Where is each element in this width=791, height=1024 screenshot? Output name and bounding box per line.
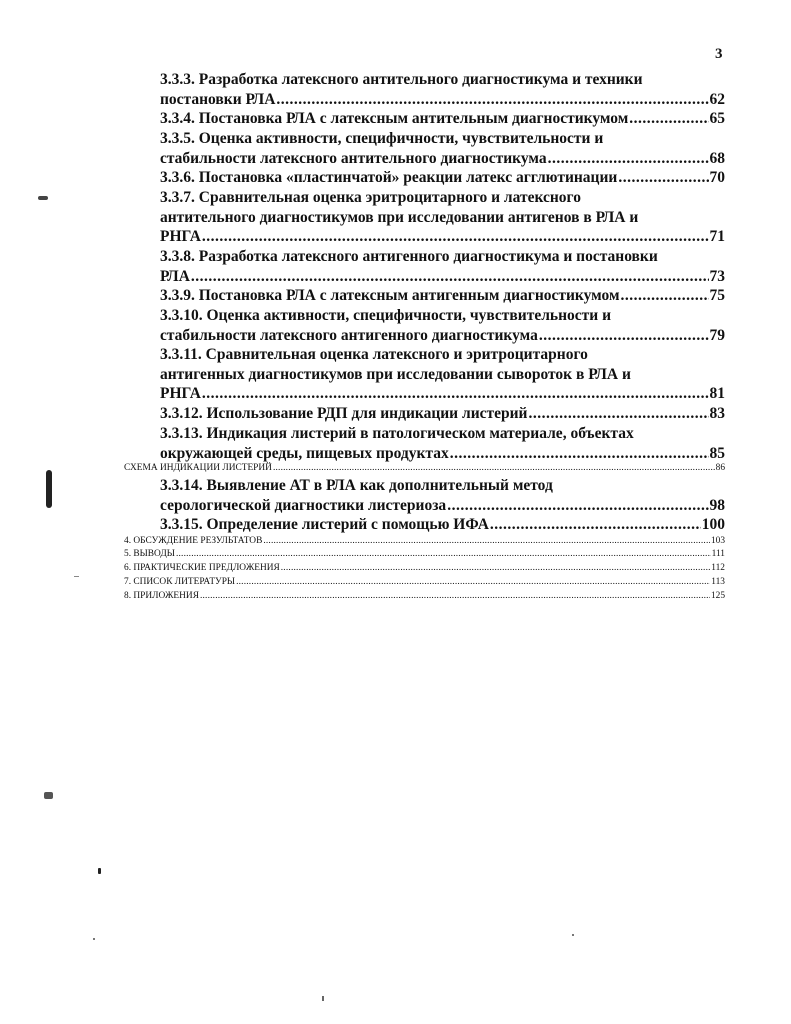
toc-page-number: 70	[709, 169, 725, 186]
dot-leader	[548, 149, 709, 169]
toc-entry-chapter-7[interactable]	[124, 576, 725, 588]
toc-entry-line: 3.3.7. Сравнительная оценка эритроцитарного и латексного	[160, 189, 581, 206]
toc-entry-line: 3.3.3. Разработка латексного антительного диагностикума и техники	[160, 71, 643, 88]
toc-page-number: 103	[710, 536, 725, 546]
toc-entry-3-3-4[interactable]	[160, 109, 725, 129]
dot-leader	[490, 515, 701, 535]
toc-entry-line: 3.3.9. Постановка РЛА с латексным антигенным диагностикумом	[160, 287, 620, 304]
scan-speck	[44, 792, 53, 799]
dot-leader	[176, 548, 711, 560]
dot-leader	[202, 384, 709, 404]
dot-leader	[447, 496, 708, 516]
toc-entry-line: 3.3.13. Индикация листерий в патологическом материале, объектах	[160, 425, 634, 442]
toc-entry-line: 6. ПРАКТИЧЕСКИЕ ПРЕДЛОЖЕНИЯ	[124, 563, 280, 573]
dot-leader	[528, 404, 708, 424]
dot-leader	[276, 90, 708, 110]
dot-leader	[621, 286, 709, 306]
toc-entry-line: 3.3.11. Сравнительная оценка латексного и эритроцитарного	[160, 346, 588, 363]
toc-entry-line: постановки РЛА	[160, 90, 276, 108]
toc-entry-3-3-15[interactable]	[160, 515, 725, 535]
toc-entry-line: 3.3.5. Оценка активности, специфичности, чувствительности и	[160, 130, 604, 147]
dot-leader	[202, 227, 709, 247]
scan-mark	[46, 470, 52, 508]
toc-entry-chapter-8[interactable]	[124, 590, 725, 602]
toc-entry-3-3-9[interactable]	[160, 286, 725, 306]
toc-entry-chapter-6[interactable]	[124, 562, 725, 574]
toc-page-number: 86	[715, 463, 725, 473]
toc-page-number: 65	[709, 110, 725, 127]
toc-entry-line: серологической диагностики листериоза	[160, 496, 447, 514]
toc-entry-line: 3.3.14. Выявление АТ в РЛА как дополнительный метод	[160, 477, 553, 494]
scan-speck	[93, 938, 95, 940]
scan-speck	[98, 868, 101, 874]
toc-page-number: 111	[711, 549, 725, 559]
toc-page-number: 98	[709, 496, 725, 514]
toc-entry-3-3-8[interactable]	[160, 247, 725, 286]
toc-entry-line: 7. СПИСОК ЛИТЕРАТУРЫ	[124, 577, 236, 587]
toc-entry-line: антигенных диагностикумов при исследовании сывороток в РЛА и	[160, 365, 631, 383]
toc-page-number: 73	[709, 267, 725, 285]
toc-entry-line: 4. ОБСУЖДЕНИЕ РЕЗУЛЬТАТОВ	[124, 536, 263, 546]
toc-entry-line: 8. ПРИЛОЖЕНИЯ	[124, 591, 199, 601]
dot-leader	[629, 109, 708, 129]
toc-page-number: 125	[710, 591, 725, 601]
toc-entry-chapter-5[interactable]	[124, 548, 725, 560]
toc-entry-line: РНГА	[160, 228, 201, 246]
toc-page-number: 79	[709, 326, 725, 344]
toc-entry-line: стабильности латексного антигенного диагностикума	[160, 326, 538, 344]
dot-leader	[191, 267, 709, 287]
toc-entry-line: 3.3.8. Разработка латексного антигенного диагностикума и постановки	[160, 248, 658, 265]
toc-entry-scheme[interactable]	[124, 462, 725, 474]
toc-entry-3-3-7[interactable]	[160, 188, 725, 247]
toc-page-number: 68	[709, 149, 725, 167]
dot-leader	[200, 590, 710, 602]
dot-leader	[236, 576, 710, 588]
toc-entry-line: 3.3.10. Оценка активности, специфичности, чувствительности и	[160, 307, 612, 324]
toc-entry-line: 5. ВЫВОДЫ	[124, 549, 175, 559]
scan-speck	[74, 576, 79, 577]
toc-page-number: 83	[709, 405, 725, 422]
toc-page-number: 71	[709, 228, 725, 246]
toc-entry-line: РЛА	[160, 267, 190, 285]
dot-leader	[281, 562, 711, 574]
toc-page-number: 81	[709, 385, 725, 403]
toc-entry-line: стабильности латексного антительного диагностикума	[160, 149, 547, 167]
toc-entry-3-3-13[interactable]	[160, 424, 725, 463]
toc-entry-line: окружающей среды, пищевых продуктах	[160, 444, 449, 462]
toc-entry-line: 3.3.6. Постановка «пластинчатой» реакции латекс агглютинации	[160, 169, 618, 186]
toc-entry-3-3-11[interactable]	[160, 345, 725, 404]
toc-entry-3-3-3[interactable]	[160, 70, 725, 109]
toc-entry-line: 3.3.15. Определение листерий с помощью ИФА	[160, 516, 489, 533]
dot-leader	[618, 168, 708, 188]
toc-page-number: 75	[709, 287, 725, 304]
toc-entry-line: 3.3.4. Постановка РЛА с латексным антительным диагностикумом	[160, 110, 629, 127]
dot-leader	[273, 462, 715, 474]
page-number: 3	[715, 46, 723, 62]
toc-page-number: 100	[701, 516, 725, 533]
toc-page-number: 85	[709, 444, 725, 462]
toc-entry-line: антительного диагностикумов при исследовании антигенов в РЛА и	[160, 208, 639, 226]
dot-leader	[539, 326, 709, 346]
toc-page-number: 112	[711, 563, 725, 573]
scan-speck	[322, 996, 324, 1001]
toc-entry-line: РНГА	[160, 385, 201, 403]
dot-leader	[263, 535, 710, 547]
toc-page-number: 113	[711, 577, 725, 587]
toc-page-number: 62	[709, 90, 725, 108]
scan-speck	[38, 196, 48, 200]
toc-entry-line: СХЕМА ИНДИКАЦИИ ЛИСТЕРИЙ	[124, 463, 272, 473]
toc-entry-3-3-12[interactable]	[160, 404, 725, 424]
toc-entry-line: 3.3.12. Использование РДП для индикации листерий	[160, 405, 528, 422]
toc-entry-3-3-6[interactable]	[160, 168, 725, 188]
dot-leader	[450, 444, 709, 464]
toc-entry-3-3-14[interactable]	[160, 476, 725, 515]
toc-entry-3-3-10[interactable]	[160, 306, 725, 345]
toc-entry-3-3-5[interactable]	[160, 129, 725, 168]
toc-entry-chapter-4[interactable]	[124, 535, 725, 547]
scan-speck	[572, 934, 574, 936]
